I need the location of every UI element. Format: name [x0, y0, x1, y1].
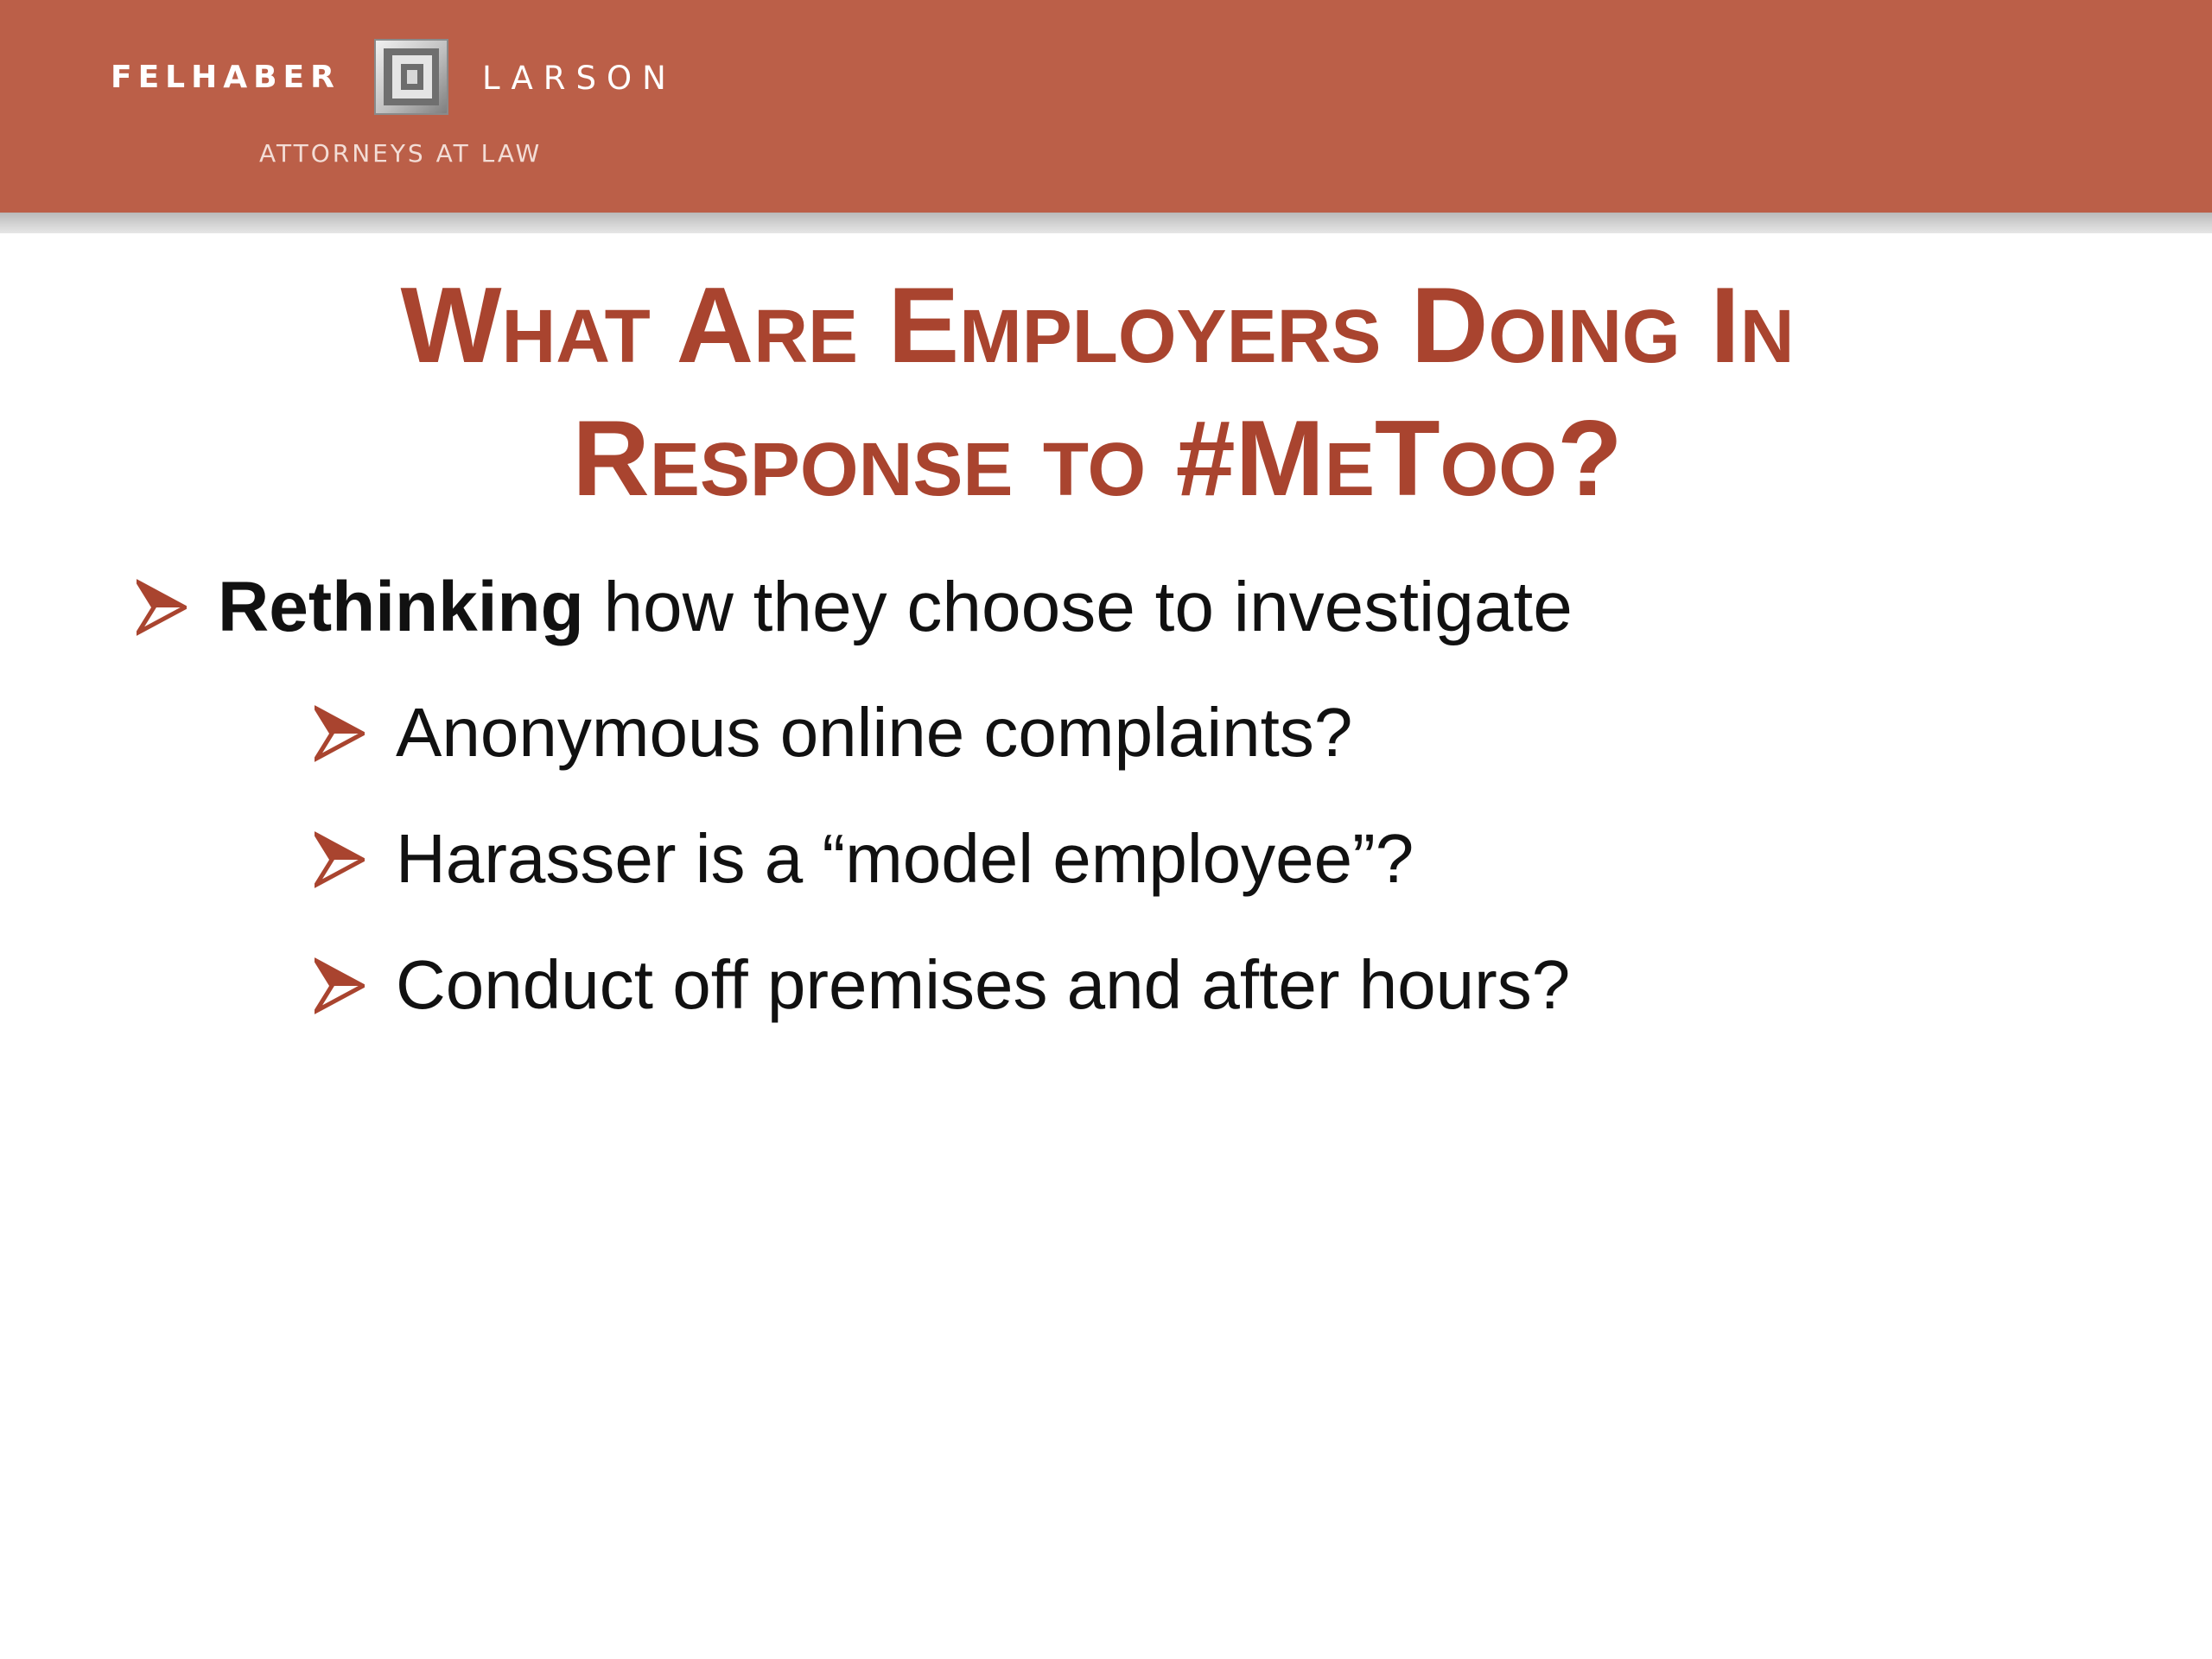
bullet-rest: how they choose to investigate: [583, 568, 1573, 646]
logo-wordmark-left: FELHABER: [111, 60, 340, 95]
logo-wordmark-right: LARSON: [482, 60, 677, 97]
firm-logo-icon: [373, 38, 449, 116]
slide-title-line-1: What Are Employers Doing In: [400, 266, 1795, 385]
arrow-bullet-icon: [315, 831, 365, 888]
sub-bullet-text: Conduct off premises and after hours?: [396, 946, 1571, 1023]
slide-title: [130, 259, 2065, 525]
sub-bullet-text: Harasser is a “model employee”?: [396, 820, 1414, 897]
header-divider: [0, 213, 2212, 233]
sub-bullet-text: Anonymous online complaints?: [396, 694, 1353, 771]
bullet-text: [218, 568, 1573, 646]
arrow-bullet-icon: [137, 579, 187, 636]
arrow-bullet-icon: [315, 705, 365, 762]
header-band: [0, 0, 2212, 213]
slide-title-line-2: Response to #MeToo?: [572, 399, 1623, 518]
bullet-emphasis: Rethinking: [218, 568, 584, 646]
arrow-bullet-icon: [315, 957, 365, 1014]
logo-tagline: ATTORNEYS AT LAW: [259, 139, 543, 168]
